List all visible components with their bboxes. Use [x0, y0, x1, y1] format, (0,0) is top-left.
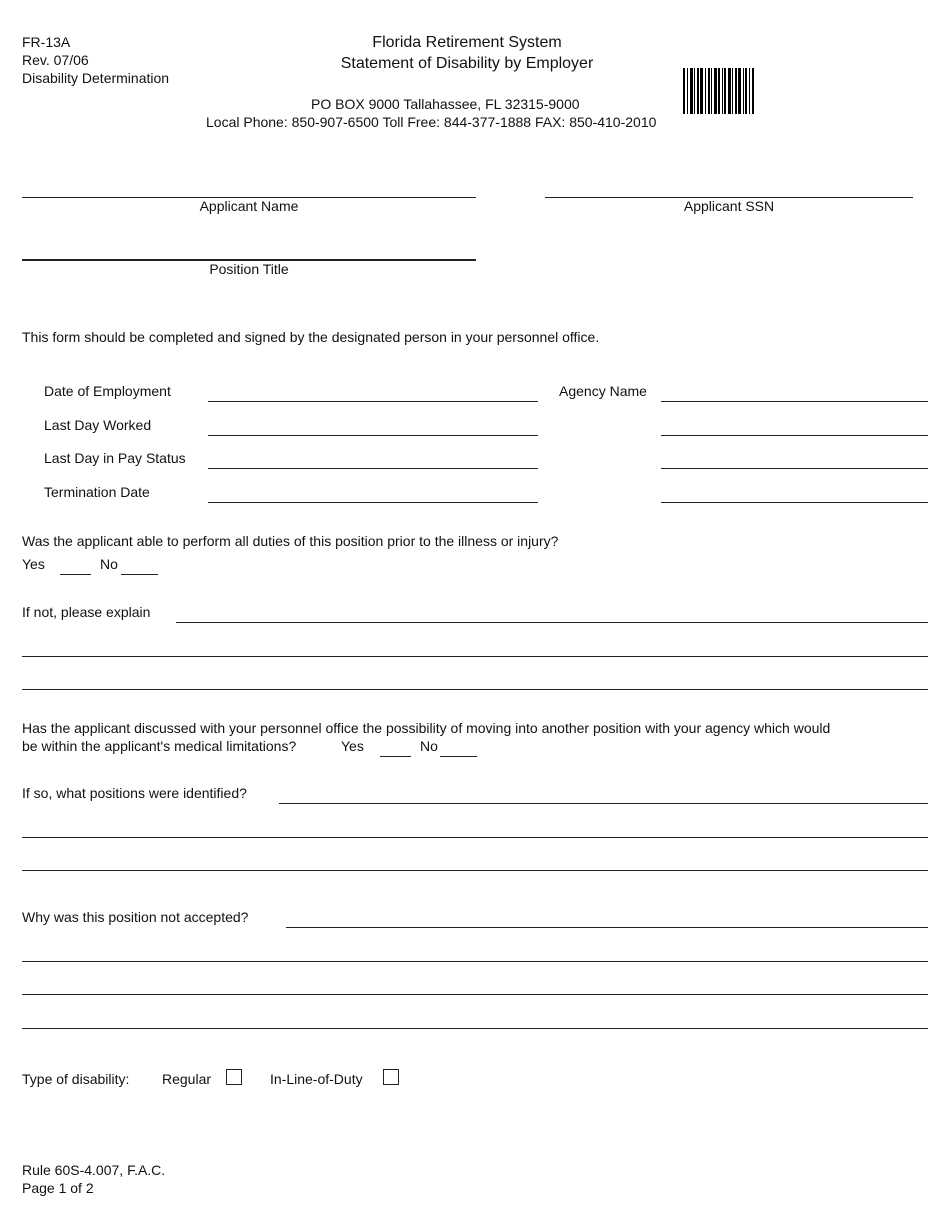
agency-name-field-line-1[interactable] [661, 401, 928, 402]
q2-no-field[interactable] [440, 756, 477, 757]
q1-explain-field-line-2[interactable] [22, 656, 928, 657]
mailing-address: PO BOX 9000 Tallahassee, FL 32315-9000 [311, 96, 580, 112]
form-type: Disability Determination [22, 70, 170, 86]
instructions-text: This form should be completed and signed by the designated person in your personnel office. [22, 329, 600, 345]
termination-date-field[interactable] [208, 502, 538, 503]
q1-explain-field-line-3[interactable] [22, 689, 928, 690]
in-line-of-duty-label: In-Line-of-Duty [270, 1071, 363, 1087]
termination-date-label: Termination Date [44, 484, 150, 500]
q1-no-field[interactable] [121, 574, 158, 575]
q1-explain-label: If not, please explain [22, 604, 151, 620]
last-day-worked-label: Last Day Worked [44, 417, 152, 433]
agency-name-label: Agency Name [559, 383, 647, 399]
q2-positions-field-line-2[interactable] [22, 837, 928, 838]
form-title: Florida Retirement System [372, 34, 562, 51]
regular-label: Regular [162, 1071, 212, 1087]
last-day-worked-field[interactable] [208, 435, 538, 436]
q1-yes-field[interactable] [60, 574, 91, 575]
q2-positions-field-line-3[interactable] [22, 870, 928, 871]
q1-explain-field-line-1[interactable] [176, 622, 928, 623]
last-day-pay-status-label: Last Day in Pay Status [44, 450, 186, 466]
q2-question-line-2: be within the applicant's medical limitations? [22, 738, 297, 754]
q2-positions-label: If so, what positions were identified? [22, 785, 247, 801]
agency-name-field-line-4[interactable] [661, 502, 928, 503]
disability-type-label: Type of disability: [22, 1071, 130, 1087]
contact-numbers: Local Phone: 850-907-6500 Toll Free: 844-377-1888 FAX: 850-410-2010 [206, 114, 657, 130]
rule-reference: Rule 60S-4.007, F.A.C. [22, 1162, 166, 1178]
q2-not-accepted-field-line-3[interactable] [22, 994, 928, 995]
q2-not-accepted-field-line-1[interactable] [286, 927, 928, 928]
q2-positions-field-line-1[interactable] [279, 803, 928, 804]
date-of-employment-field[interactable] [208, 401, 538, 402]
form-revision: Rev. 07/06 [22, 52, 89, 68]
applicant-name-label: Applicant Name [199, 198, 299, 214]
q2-not-accepted-field-line-4[interactable] [22, 1028, 928, 1029]
date-of-employment-label: Date of Employment [44, 383, 171, 399]
q2-question-line-1: Has the applicant discussed with your personnel office the possibility of moving into another position with your agency which would [22, 720, 831, 736]
q1-question: Was the applicant able to perform all duties of this position prior to the illness or injury? [22, 533, 559, 549]
page-number: Page 1 of 2 [22, 1180, 94, 1196]
q2-yes-label: Yes [341, 738, 364, 754]
regular-checkbox[interactable] [226, 1069, 242, 1085]
q2-not-accepted-field-line-2[interactable] [22, 961, 928, 962]
position-title-label: Position Title [209, 261, 289, 277]
q2-not-accepted-label: Why was this position not accepted? [22, 909, 249, 925]
form-subtitle: Statement of Disability by Employer [340, 55, 594, 72]
agency-name-field-line-3[interactable] [661, 468, 928, 469]
applicant-ssn-label: Applicant SSN [683, 198, 775, 214]
agency-name-field-line-2[interactable] [661, 435, 928, 436]
last-day-pay-status-field[interactable] [208, 468, 538, 469]
q1-yes-label: Yes [22, 556, 45, 572]
q1-no-label: No [100, 556, 118, 572]
barcode-icon [683, 68, 770, 114]
q2-yes-field[interactable] [380, 756, 411, 757]
q2-no-label: No [420, 738, 438, 754]
in-line-of-duty-checkbox[interactable] [383, 1069, 399, 1085]
form-number: FR-13A [22, 34, 71, 50]
